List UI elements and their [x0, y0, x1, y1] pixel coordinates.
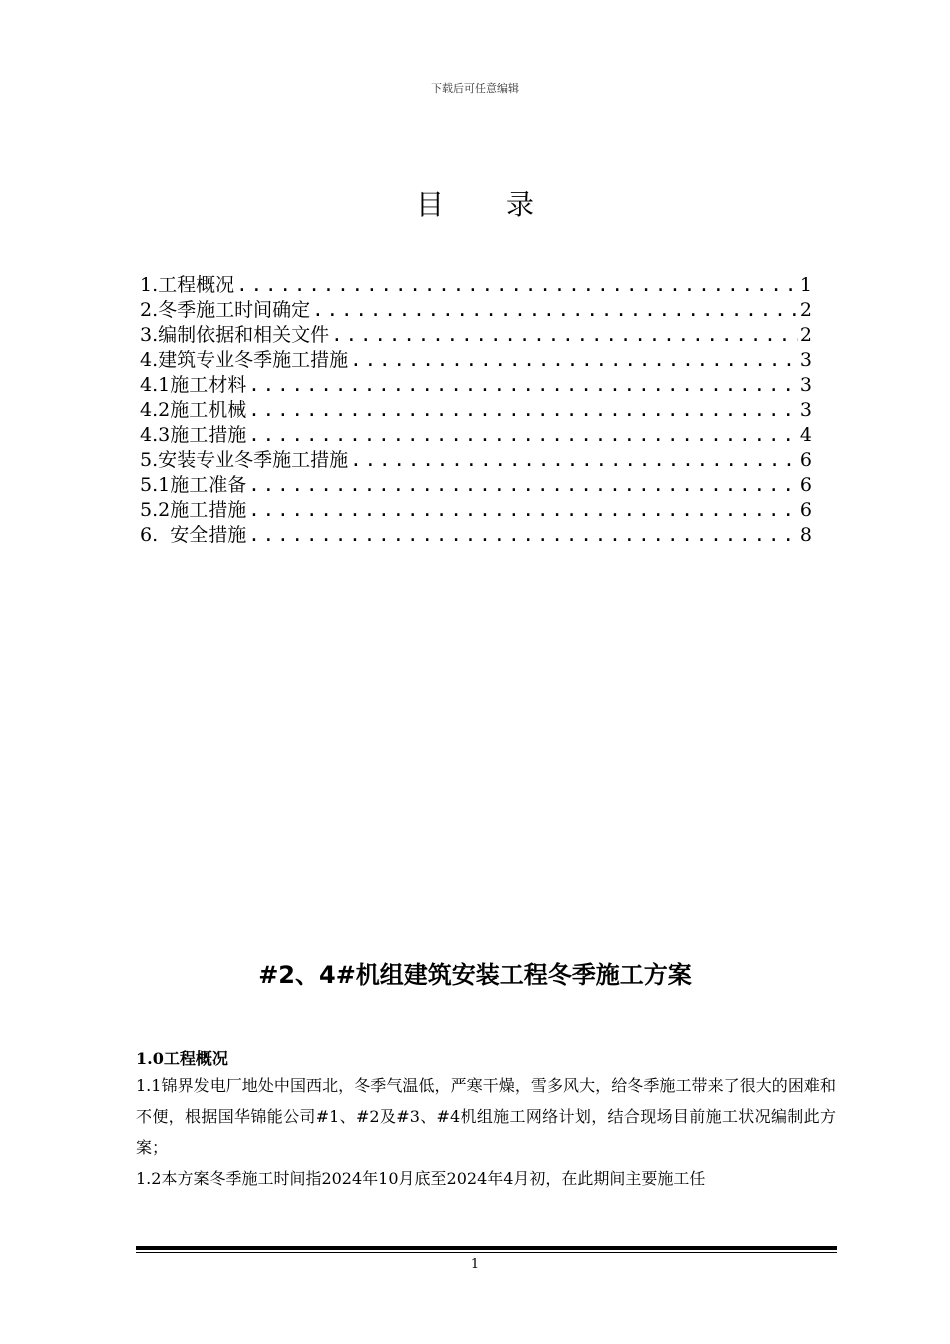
- toc-title: [0, 183, 950, 223]
- toc-leader-dots: [248, 398, 798, 423]
- paragraph: 1.2本方案冬季施工时间指2024年10月底至2024年4月初，在此期间主要施工任: [136, 1169, 706, 1188]
- header-note: 下载后可任意编辑: [431, 82, 519, 95]
- toc-entry-page: 3: [799, 399, 812, 421]
- toc-leader-dots: [312, 298, 798, 323]
- document-title: #2、4#机组建筑安装工程冬季施工方案: [258, 961, 692, 989]
- toc-entry[interactable]: [140, 448, 812, 473]
- paragraph: 1.1锦界发电厂地处中国西北，冬季气温低，严寒干燥，雪多风大，给冬季施工带来了很大的困难和不便，根据国华锦能公司#1、#2及#3、#4机组施工网络计划，结合现场目前施工状况编制此方案；: [136, 1076, 836, 1157]
- toc-entry[interactable]: [140, 323, 812, 348]
- toc-leader-dots: [248, 498, 798, 523]
- toc-entry-page: 8: [799, 524, 812, 546]
- toc-entry-label: 2.冬季施工时间确定: [140, 299, 311, 321]
- toc-title-right: 录: [506, 188, 535, 221]
- toc-entry-label: 4.2施工机械: [140, 399, 247, 421]
- toc-leader-dots: [248, 523, 798, 548]
- toc-entry-page: 1: [799, 274, 812, 296]
- toc-entry-label: 6. 安全措施: [140, 524, 247, 546]
- toc-entry[interactable]: [140, 273, 812, 298]
- toc-entry-page: 2: [799, 324, 812, 346]
- toc-leader-dots: [248, 373, 798, 398]
- toc-entry[interactable]: [140, 348, 812, 373]
- toc-entry-label: 3.编制依据和相关文件: [140, 324, 330, 346]
- toc-entry-page: 3: [799, 374, 812, 396]
- table-of-contents: [140, 273, 812, 548]
- toc-entry-page: 6: [799, 449, 812, 471]
- toc-entry[interactable]: [140, 373, 812, 398]
- toc-entry-page: 3: [799, 349, 812, 371]
- toc-leader-dots: [350, 448, 798, 473]
- toc-leader-dots: [248, 423, 798, 448]
- toc-entry[interactable]: [140, 498, 812, 523]
- toc-entry-label: 1.工程概况: [140, 274, 235, 296]
- toc-entry-label: 5.1施工准备: [140, 474, 247, 496]
- toc-entry-label: 4.3施工措施: [140, 424, 247, 446]
- toc-entry-page: 6: [799, 499, 812, 521]
- footer-rule: [136, 1246, 837, 1250]
- toc-leader-dots: [236, 273, 798, 298]
- toc-entry-label: 5.安装专业冬季施工措施: [140, 449, 349, 471]
- section-heading: 1.0工程概况: [136, 1049, 228, 1068]
- toc-entry[interactable]: [140, 473, 812, 498]
- toc-entry-label: 4.建筑专业冬季施工措施: [140, 349, 349, 371]
- page-number: 1: [470, 1257, 480, 1272]
- toc-entry-label: 5.2施工措施: [140, 499, 247, 521]
- toc-leader-dots: [331, 323, 798, 348]
- toc-entry-page: 2: [799, 299, 812, 321]
- toc-title-left: 目: [415, 188, 444, 221]
- body-text: [136, 1070, 836, 1194]
- toc-entry[interactable]: [140, 298, 812, 323]
- toc-entry-page: 6: [799, 474, 812, 496]
- toc-entry-page: 4: [799, 424, 812, 446]
- toc-entry[interactable]: [140, 523, 812, 548]
- toc-entry[interactable]: [140, 423, 812, 448]
- toc-entry-label: 4.1施工材料: [140, 374, 247, 396]
- toc-leader-dots: [350, 348, 798, 373]
- toc-leader-dots: [248, 473, 798, 498]
- toc-entry[interactable]: [140, 398, 812, 423]
- footer-rule-thin: [136, 1252, 837, 1253]
